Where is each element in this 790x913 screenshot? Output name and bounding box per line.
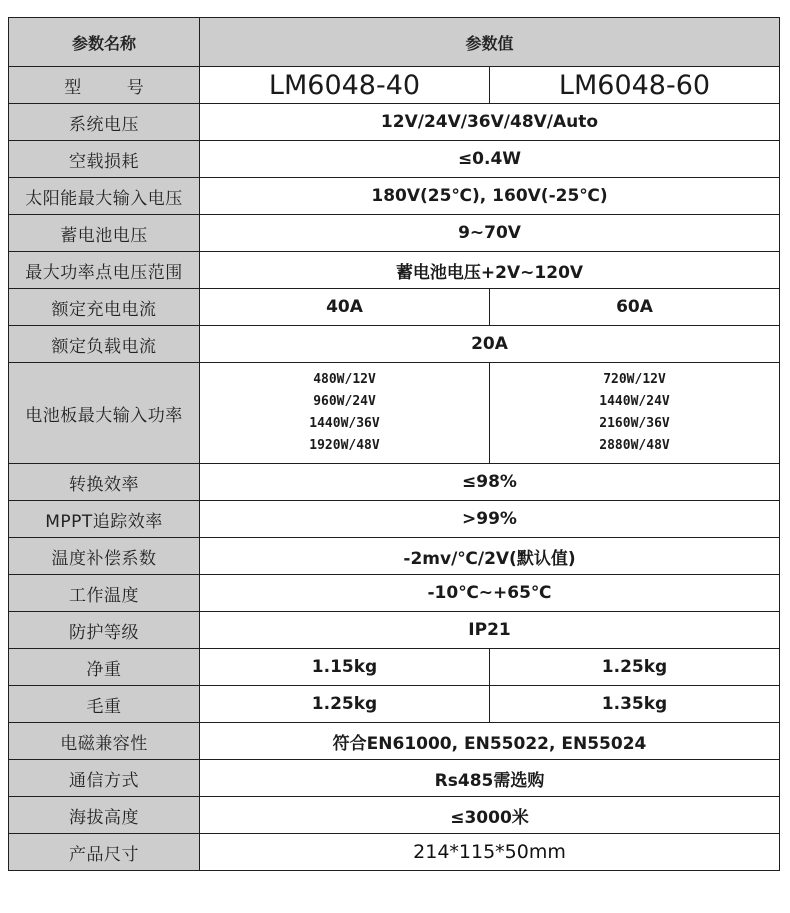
row-value: 符合EN61000, EN55022, EN55024 bbox=[200, 723, 780, 760]
row-value: 9~70V bbox=[200, 215, 780, 252]
row-label: 净重 bbox=[9, 649, 200, 686]
model-value-2: LM6048-60 bbox=[490, 67, 780, 104]
row-value-2: 1.25kg bbox=[490, 649, 780, 686]
table-row-conversion-efficiency bbox=[9, 464, 780, 501]
row-value: ≤3000米 bbox=[200, 797, 780, 834]
table-row-rated-load-current bbox=[9, 326, 780, 363]
model-value-1: LM6048-40 bbox=[200, 67, 490, 104]
row-value-2 bbox=[490, 363, 780, 464]
power-line: 2880W/48V bbox=[599, 438, 670, 453]
table-row-max-panel-power bbox=[9, 363, 780, 464]
row-label: 通信方式 bbox=[9, 760, 200, 797]
table-row-rated-charge-current bbox=[9, 289, 780, 326]
table-row-net-weight bbox=[9, 649, 780, 686]
row-label: 防护等级 bbox=[9, 612, 200, 649]
row-label: 系统电压 bbox=[9, 104, 200, 141]
row-value: 180V(25℃), 160V(-25℃) bbox=[200, 178, 780, 215]
row-label: 转换效率 bbox=[9, 464, 200, 501]
row-label: MPPT追踪效率 bbox=[9, 501, 200, 538]
row-label: 额定充电电流 bbox=[9, 289, 200, 326]
table-row-gross-weight bbox=[9, 686, 780, 723]
row-value: -2mv/℃/2V(默认值) bbox=[200, 538, 780, 575]
row-label: 空载损耗 bbox=[9, 141, 200, 178]
table-row-protection-level bbox=[9, 612, 780, 649]
row-value: ≤98% bbox=[200, 464, 780, 501]
row-value-1: 1.15kg bbox=[200, 649, 490, 686]
row-value: 20A bbox=[200, 326, 780, 363]
row-label: 额定负载电流 bbox=[9, 326, 200, 363]
row-label: 温度补偿系数 bbox=[9, 538, 200, 575]
table-row-operating-temp bbox=[9, 575, 780, 612]
power-line: 720W/12V bbox=[603, 372, 666, 387]
row-label: 电磁兼容性 bbox=[9, 723, 200, 760]
power-line: 1440W/24V bbox=[599, 394, 670, 409]
row-value-2: 60A bbox=[490, 289, 780, 326]
row-value-2: 1.35kg bbox=[490, 686, 780, 723]
header-value-cell: 参数值 bbox=[200, 18, 780, 67]
model-label-text: 型 号 bbox=[64, 77, 164, 98]
row-label: 电池板最大输入功率 bbox=[9, 363, 200, 464]
row-label: 海拔高度 bbox=[9, 797, 200, 834]
table-row-no-load-loss bbox=[9, 141, 780, 178]
table-row-emc bbox=[9, 723, 780, 760]
table-header-row bbox=[9, 18, 780, 67]
row-label: 工作温度 bbox=[9, 575, 200, 612]
row-value: >99% bbox=[200, 501, 780, 538]
table-row-battery-voltage bbox=[9, 215, 780, 252]
power-line: 960W/24V bbox=[313, 394, 376, 409]
row-value: IP21 bbox=[200, 612, 780, 649]
table-row-communication bbox=[9, 760, 780, 797]
row-label: 最大功率点电压范围 bbox=[9, 252, 200, 289]
power-line: 480W/12V bbox=[313, 372, 376, 387]
header-name-cell: 参数名称 bbox=[9, 18, 200, 67]
table-row-temp-compensation bbox=[9, 538, 780, 575]
spec-table bbox=[8, 17, 780, 871]
table-row-model bbox=[9, 67, 780, 104]
row-value: Rs485需选购 bbox=[200, 760, 780, 797]
table-row-max-solar-input-voltage bbox=[9, 178, 780, 215]
row-value: 214*115*50mm bbox=[200, 834, 780, 871]
row-label: 蓄电池电压 bbox=[9, 215, 200, 252]
row-value-1 bbox=[200, 363, 490, 464]
table-row-mppt-voltage-range bbox=[9, 252, 780, 289]
row-label bbox=[9, 67, 200, 104]
table-row-altitude bbox=[9, 797, 780, 834]
row-value: -10℃~+65℃ bbox=[200, 575, 780, 612]
row-value-1: 40A bbox=[200, 289, 490, 326]
row-label: 产品尺寸 bbox=[9, 834, 200, 871]
table-row-system-voltage bbox=[9, 104, 780, 141]
table-row-dimensions bbox=[9, 834, 780, 871]
row-label: 太阳能最大输入电压 bbox=[9, 178, 200, 215]
row-value-1: 1.25kg bbox=[200, 686, 490, 723]
table-row-mppt-tracking-efficiency bbox=[9, 501, 780, 538]
row-value: ≤0.4W bbox=[200, 141, 780, 178]
power-line: 1920W/48V bbox=[309, 438, 380, 453]
power-line: 1440W/36V bbox=[309, 416, 380, 431]
power-line: 2160W/36V bbox=[599, 416, 670, 431]
row-value: 12V/24V/36V/48V/Auto bbox=[200, 104, 780, 141]
row-label: 毛重 bbox=[9, 686, 200, 723]
row-value: 蓄电池电压+2V~120V bbox=[200, 252, 780, 289]
